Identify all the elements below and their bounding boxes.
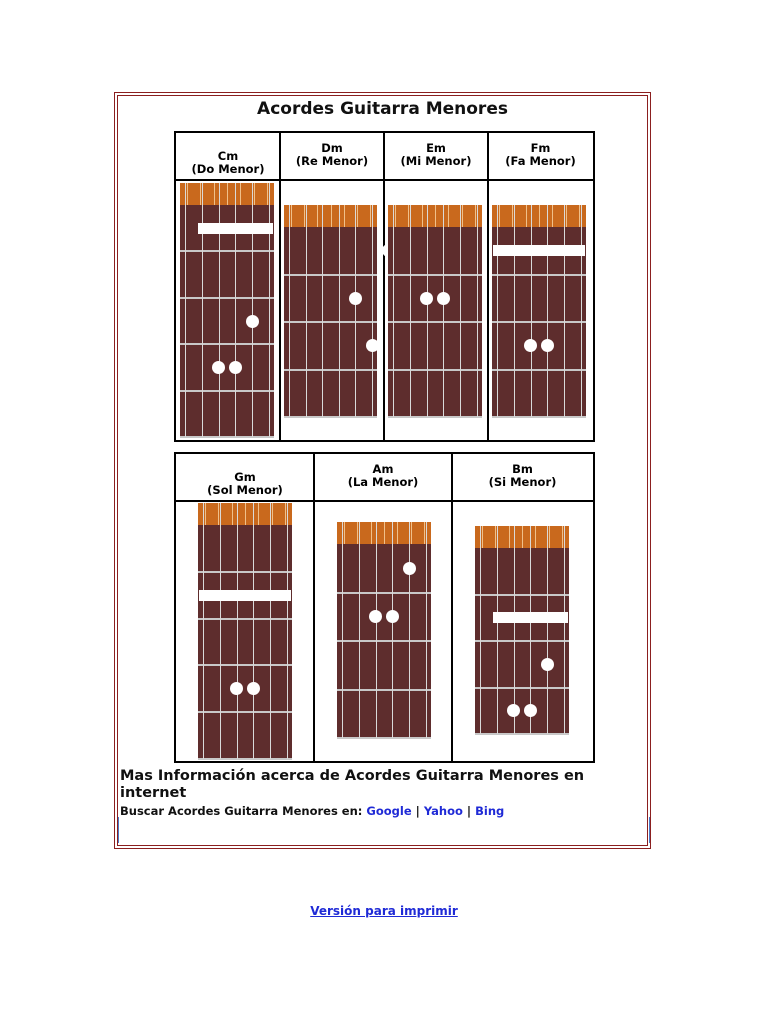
nut-divider xyxy=(304,205,305,227)
fret-line xyxy=(180,390,274,392)
fret-line xyxy=(388,321,482,323)
more-info-section xyxy=(120,768,645,818)
nut-divider xyxy=(370,205,371,227)
fret-line xyxy=(337,737,431,739)
string-line xyxy=(409,522,410,738)
fret-line xyxy=(284,369,377,371)
chord-table-2 xyxy=(174,452,595,763)
chord-label: (Fa Menor) xyxy=(505,154,576,168)
nut-divider xyxy=(462,205,463,227)
finger-dot xyxy=(247,682,260,695)
barre-bar xyxy=(493,245,585,256)
nut-divider xyxy=(344,205,345,227)
fretboard-bm xyxy=(475,526,569,734)
search-line xyxy=(120,804,645,818)
fretboard-fm xyxy=(492,205,586,417)
string-line xyxy=(530,526,531,734)
string-line xyxy=(426,522,427,738)
string-line xyxy=(185,183,186,437)
fret-line xyxy=(284,416,377,418)
fret-line xyxy=(492,369,586,371)
finger-dot xyxy=(524,704,537,717)
string-line xyxy=(202,183,203,437)
nut-divider xyxy=(549,526,550,548)
chord-table-1 xyxy=(174,131,595,442)
finger-dot xyxy=(230,682,243,695)
nut-divider xyxy=(522,526,523,548)
nut-divider xyxy=(357,522,358,544)
nut-divider xyxy=(357,205,358,227)
separator: | xyxy=(415,804,420,818)
header-divider xyxy=(176,500,593,502)
nut-divider xyxy=(200,183,201,205)
nut-divider xyxy=(267,183,268,205)
bing-link[interactable]: Bing xyxy=(475,804,505,818)
nut-divider xyxy=(408,205,409,227)
nut-divider xyxy=(411,522,412,544)
nut-divider xyxy=(395,205,396,227)
string-line xyxy=(322,205,323,417)
barre-bar xyxy=(493,612,568,623)
fret-line xyxy=(475,594,569,596)
string-line xyxy=(359,522,360,738)
fret-line xyxy=(475,733,569,735)
nut-divider xyxy=(254,183,255,205)
fret-line xyxy=(180,250,274,252)
nut-divider xyxy=(344,522,345,544)
nut-divider xyxy=(397,522,398,544)
fret-line xyxy=(337,640,431,642)
chord-header xyxy=(384,142,488,168)
fret-line xyxy=(475,640,569,642)
fret-line xyxy=(180,343,274,345)
chord-name: Cm xyxy=(217,149,239,163)
finger-dot xyxy=(229,361,242,374)
string-line xyxy=(392,522,393,738)
google-link[interactable]: Google xyxy=(366,804,412,818)
fret-line xyxy=(284,321,377,323)
nut-divider xyxy=(232,503,233,525)
nut-divider xyxy=(258,503,259,525)
fret-line xyxy=(198,711,292,713)
finger-dot xyxy=(403,562,416,575)
string-line xyxy=(339,205,340,417)
nut-divider xyxy=(526,205,527,227)
fret-line xyxy=(284,274,377,276)
string-line xyxy=(410,205,411,417)
nut-divider xyxy=(562,526,563,548)
string-line xyxy=(531,205,532,417)
finger-dot xyxy=(524,339,537,352)
string-line xyxy=(581,205,582,417)
nut-divider xyxy=(205,503,206,525)
chord-label: (La Menor) xyxy=(347,475,419,489)
chord-name: Gm xyxy=(234,470,256,484)
fret-line xyxy=(475,687,569,689)
nut-divider xyxy=(214,183,215,205)
nut-divider xyxy=(384,522,385,544)
fretboard-dm xyxy=(284,205,377,417)
nut-divider xyxy=(331,205,332,227)
fret-line xyxy=(388,274,482,276)
string-line xyxy=(393,205,394,417)
fret-line xyxy=(388,369,482,371)
chords-frame xyxy=(114,92,651,849)
nut-divider xyxy=(499,205,500,227)
nut-divider xyxy=(422,205,423,227)
nut-divider xyxy=(495,526,496,548)
string-line xyxy=(547,526,548,734)
finger-dot xyxy=(420,292,433,305)
page-title: Acordes Guitarra Menores xyxy=(257,99,508,119)
finger-dot xyxy=(437,292,450,305)
finger-dot xyxy=(386,610,399,623)
yahoo-link[interactable]: Yahoo xyxy=(423,804,463,818)
string-line xyxy=(480,526,481,734)
nut-divider xyxy=(535,526,536,548)
string-line xyxy=(443,205,444,417)
string-line xyxy=(203,503,204,759)
nut-divider xyxy=(285,503,286,525)
chord-name: Dm xyxy=(321,141,343,155)
barre-bar xyxy=(199,590,291,601)
fretboard-cm xyxy=(180,183,274,437)
fret-line xyxy=(388,416,482,418)
nut-divider xyxy=(475,205,476,227)
finger-dot xyxy=(507,704,520,717)
string-line xyxy=(564,205,565,417)
chord-header xyxy=(452,463,593,489)
fretboard-am xyxy=(337,522,431,738)
barre-bar xyxy=(198,223,273,234)
finger-dot xyxy=(366,339,379,352)
nut-divider xyxy=(509,526,510,548)
nut-divider xyxy=(227,183,228,205)
fret-line xyxy=(180,297,274,299)
nut-divider xyxy=(566,205,567,227)
string-line xyxy=(306,205,307,417)
fretboard-em xyxy=(388,205,482,417)
separator: | xyxy=(466,804,472,818)
string-line xyxy=(427,205,428,417)
nut-divider xyxy=(291,205,292,227)
search-prefix: Buscar Acordes Guitarra Menores en: xyxy=(120,804,363,818)
string-line xyxy=(235,183,236,437)
fret-line xyxy=(492,416,586,418)
finger-dot xyxy=(541,658,554,671)
chord-header xyxy=(280,142,384,168)
chord-label: (Sol Menor) xyxy=(207,483,283,497)
string-line xyxy=(342,522,343,738)
string-line xyxy=(564,526,565,734)
string-line xyxy=(289,205,290,417)
string-line xyxy=(376,522,377,738)
nut-divider xyxy=(187,183,188,205)
chord-label: (Mi Menor) xyxy=(400,154,472,168)
nut-divider xyxy=(448,205,449,227)
chord-header xyxy=(314,463,452,489)
fret-line xyxy=(198,571,292,573)
string-line xyxy=(497,526,498,734)
string-line xyxy=(514,526,515,734)
nut-divider xyxy=(579,205,580,227)
nut-divider xyxy=(435,205,436,227)
string-line xyxy=(252,183,253,437)
nut-divider xyxy=(512,205,513,227)
more-info-heading: Mas Información acerca de Acordes Guitarra Menores en internet xyxy=(120,768,585,801)
chord-name: Bm xyxy=(512,462,533,476)
chord-name: Fm xyxy=(530,141,551,155)
finger-dot xyxy=(541,339,554,352)
nut-divider xyxy=(371,522,372,544)
chord-label: (Si Menor) xyxy=(488,475,557,489)
finger-dot xyxy=(349,292,362,305)
nut-divider xyxy=(482,526,483,548)
fret-line xyxy=(198,758,292,760)
chord-header xyxy=(176,471,314,497)
string-line xyxy=(270,503,271,759)
string-line xyxy=(219,183,220,437)
chord-header xyxy=(176,150,280,176)
fret-line xyxy=(337,689,431,691)
string-line xyxy=(220,503,221,759)
string-line xyxy=(497,205,498,417)
string-line xyxy=(460,205,461,417)
string-line xyxy=(477,205,478,417)
nut-divider xyxy=(317,205,318,227)
nut-divider xyxy=(552,205,553,227)
finger-dot xyxy=(212,361,225,374)
string-line xyxy=(269,183,270,437)
chord-label: (Do Menor) xyxy=(191,162,265,176)
string-line xyxy=(372,205,373,417)
fret-line xyxy=(492,274,586,276)
nut-divider xyxy=(424,522,425,544)
nut-divider xyxy=(539,205,540,227)
nut-divider xyxy=(218,503,219,525)
finger-dot xyxy=(246,315,259,328)
fretboard-gm xyxy=(198,503,292,759)
string-line xyxy=(237,503,238,759)
chord-header xyxy=(488,142,593,168)
string-line xyxy=(355,205,356,417)
string-line xyxy=(514,205,515,417)
fret-line xyxy=(198,618,292,620)
nut-divider xyxy=(240,183,241,205)
string-line xyxy=(253,503,254,759)
string-line xyxy=(287,503,288,759)
fret-line xyxy=(198,664,292,666)
nut-divider xyxy=(272,503,273,525)
chord-name: Em xyxy=(426,141,446,155)
nut-divider xyxy=(245,503,246,525)
string-line xyxy=(547,205,548,417)
fret-line xyxy=(337,592,431,594)
search-input-bar[interactable] xyxy=(118,817,650,843)
header-divider xyxy=(176,179,593,181)
fret-line xyxy=(492,321,586,323)
print-version-link[interactable]: Versión para imprimir xyxy=(310,904,458,918)
chord-label: (Re Menor) xyxy=(295,154,369,168)
fret-line xyxy=(180,436,274,438)
chord-name: Am xyxy=(372,462,394,476)
finger-dot xyxy=(369,610,382,623)
